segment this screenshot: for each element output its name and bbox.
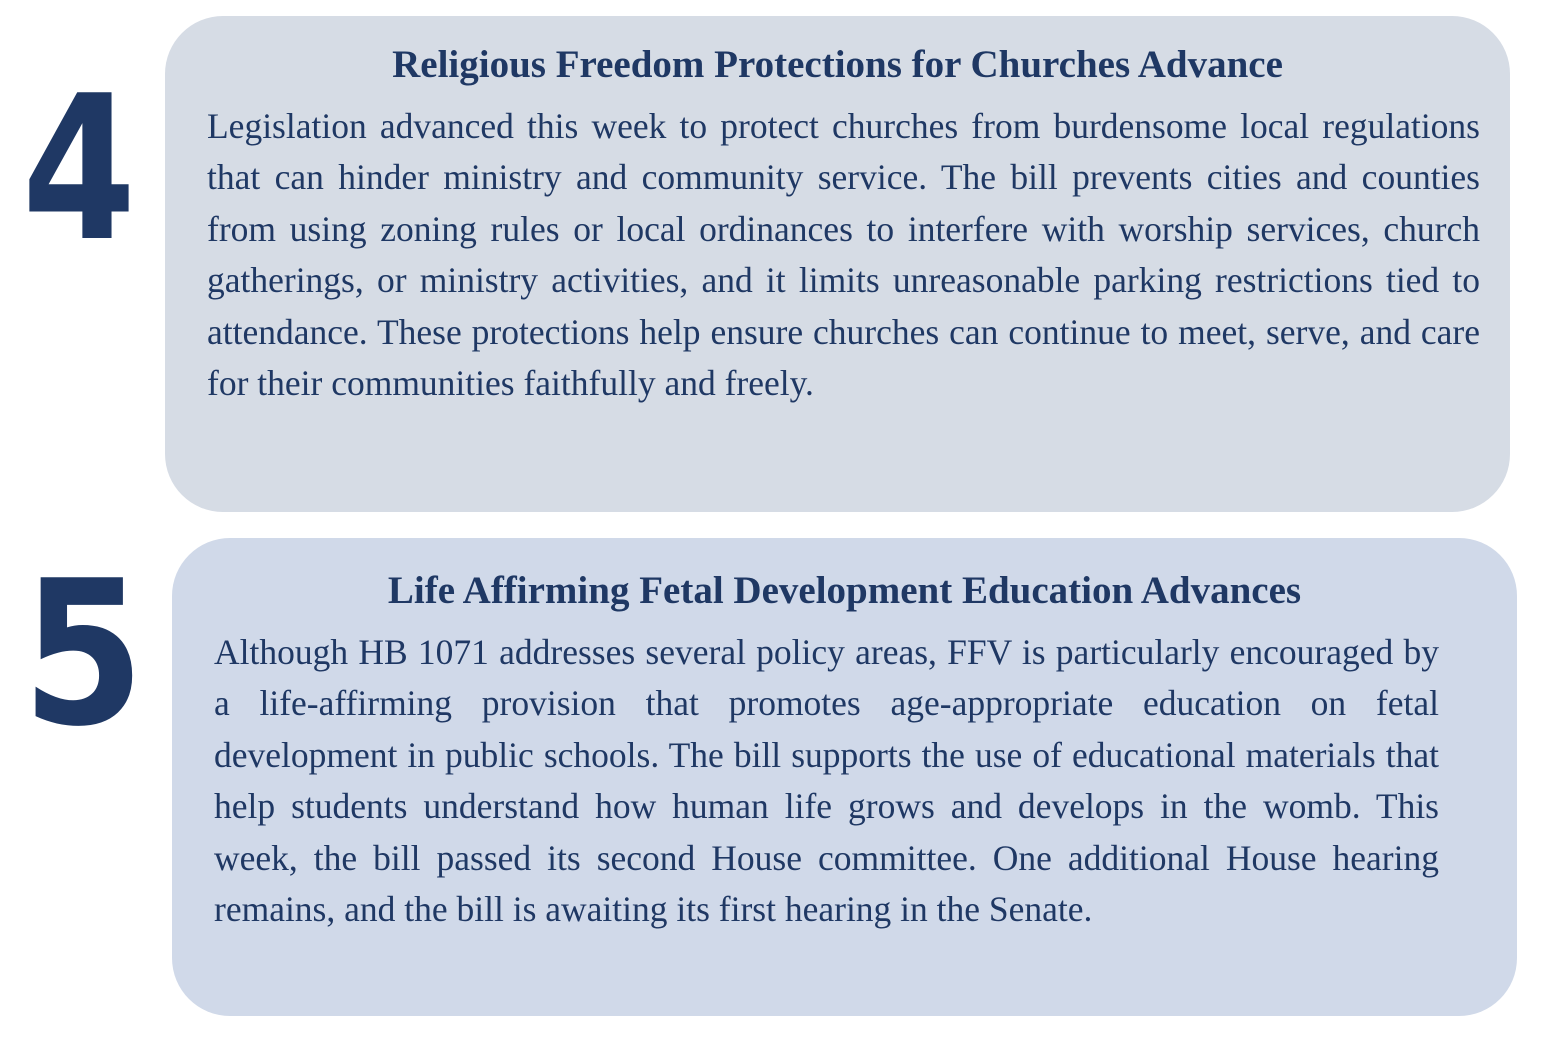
card-title: Religious Freedom Protections for Churches Advance (392, 43, 1283, 86)
news-card (165, 16, 1510, 512)
news-card (172, 538, 1517, 1016)
card-body: Although HB 1071 addresses several policy areas, FFV is particularly encouraged by a life-affirming provision that promotes age-appropriate education on fetal development in public schools. The bill supports the use of educational materials that help students understand how human life grows and develops in the womb. This week, the bill passed its second House committee. One additional House hearing remains, and the bill is awaiting its first hearing in the Senate. (214, 631, 1439, 930)
item-number: 5 (22, 538, 145, 771)
card-body: Legislation advanced this week to protect churches from burdensome local regulations that can hinder ministry and community service. The bill prevents cities and counties from using zoning rules or local ordinances to interfere with worship services, church gatherings, or ministry activities, and it limits unreasonable parking restrictions tied to attendance. These protections help ensure churches can continue to meet, serve, and care for their communities faithfully and freely. (207, 105, 1480, 404)
item-number: 4 (22, 53, 137, 286)
news-item-5 (0, 530, 1545, 1041)
card-title: Life Affirming Fetal Development Education Advances (387, 569, 1302, 612)
